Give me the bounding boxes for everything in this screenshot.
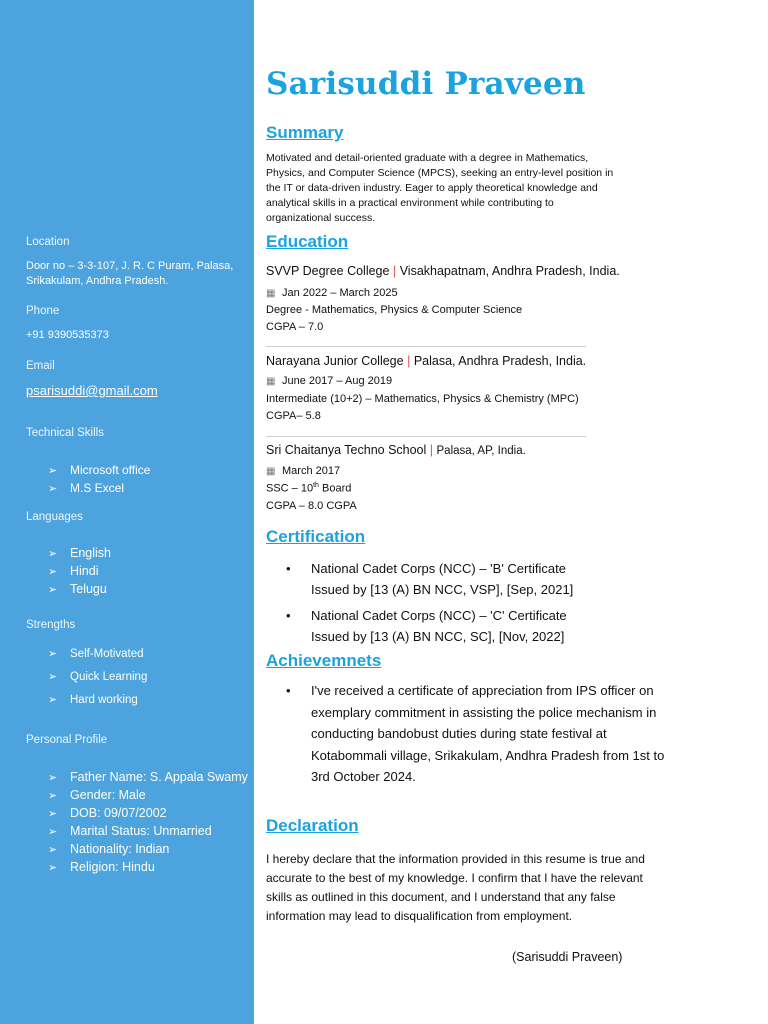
- calendar-icon: ▦: [266, 288, 276, 299]
- bullet-dot-icon: •: [286, 683, 291, 698]
- separator: |: [392, 264, 397, 278]
- education-institution: [266, 443, 526, 457]
- arrow-bullet-icon: ➢: [48, 648, 58, 660]
- achievements-list: [286, 680, 664, 788]
- education-score: CGPA– 5.8: [266, 410, 321, 422]
- skill-text: M.S Excel: [70, 481, 125, 495]
- list-item: [48, 545, 111, 563]
- arrow-bullet-icon: ➢: [48, 548, 58, 560]
- list-item: [48, 689, 147, 712]
- profile-text: Religion: Hindu: [70, 860, 155, 874]
- arrow-bullet-icon: ➢: [48, 790, 58, 802]
- declaration-heading: Declaration: [266, 816, 359, 835]
- language-text: Telugu: [70, 582, 107, 596]
- dates-text: Jan 2022 – March 2025: [282, 287, 398, 299]
- arrow-bullet-icon: ➢: [48, 808, 58, 820]
- list-item: [48, 823, 248, 841]
- profile-text: DOB: 09/07/2002: [70, 806, 167, 820]
- education-course: Degree - Mathematics, Physics & Computer Science: [266, 304, 523, 316]
- education-dates: [266, 287, 398, 299]
- dates-text: June 2017 – Aug 2019: [282, 375, 393, 387]
- list-item: [286, 558, 573, 600]
- institution-place: Palasa, AP, India.: [436, 445, 526, 457]
- summary-line: the IT or data-driven industry. Eager to apply theoretical knowledge and: [266, 182, 598, 194]
- list-item: [48, 841, 248, 859]
- arrow-bullet-icon: ➢: [48, 465, 58, 477]
- achievements-heading: Achievemnets: [266, 651, 382, 670]
- list-item: [48, 480, 150, 498]
- declaration-line: accurate to the best of my knowledge. I confirm that I have the relevant: [266, 871, 643, 885]
- email-label: Email: [26, 360, 55, 372]
- declaration-text: [266, 850, 686, 926]
- arrow-bullet-icon: ➢: [48, 584, 58, 596]
- course-text: SSC – 10: [266, 482, 314, 495]
- arrow-bullet-icon: ➢: [48, 483, 58, 495]
- arrow-bullet-icon: ➢: [48, 671, 58, 683]
- declaration-line: information may lead to disqualification from employment.: [266, 909, 573, 923]
- location-label: Location: [26, 236, 70, 248]
- strengths-label: Strengths: [26, 619, 76, 631]
- education-course: Intermediate (10+2) – Mathematics, Physics & Chemistry (MPC): [266, 393, 579, 405]
- list-item: [48, 643, 147, 666]
- personal-profile-label: Personal Profile: [26, 734, 108, 746]
- certification-heading: Certification: [266, 527, 366, 546]
- bullet-dot-icon: •: [286, 561, 291, 576]
- technical-skills-label: Technical Skills: [26, 427, 104, 439]
- separator: |: [429, 443, 434, 457]
- certification-issuer: Issued by [13 (A) BN NCC, VSP], [Sep, 2021]: [311, 582, 574, 597]
- email-link[interactable]: psarisuddi@gmail.com: [26, 383, 158, 398]
- education-dates: [266, 375, 392, 387]
- languages-list: [48, 545, 111, 599]
- separator: |: [407, 354, 411, 368]
- institution-place: Visakhapatnam, Andhra Pradesh, India.: [399, 264, 620, 278]
- institution-place: Palasa, Andhra Pradesh, India.: [413, 354, 587, 368]
- strength-text: Self-Motivated: [70, 648, 144, 660]
- achievement-line: conducting bandobust duties during state festival at: [311, 726, 607, 742]
- achievement-line: exemplary commitment in assisting the police mechanism in: [311, 704, 657, 720]
- phone-number: +91 9390535373: [26, 329, 109, 341]
- list-item: [48, 769, 248, 787]
- achievement-line: Kotabommali village, Srikakulam, Andhra Pradesh from 1st to: [311, 747, 665, 763]
- location-address: [26, 259, 246, 289]
- list-item: [286, 605, 573, 647]
- profile-text: Gender: Male: [70, 788, 146, 802]
- technical-skills-list: [48, 462, 150, 498]
- arrow-bullet-icon: ➢: [48, 862, 58, 874]
- list-item: [48, 666, 147, 689]
- sidebar: [0, 0, 254, 1024]
- education-institution: [266, 354, 586, 368]
- achievement-line: 3rd October 2024.: [311, 769, 416, 785]
- institution-name: Narayana Junior College: [266, 354, 404, 368]
- calendar-icon: ▦: [266, 466, 276, 477]
- achievement-line: I've received a certificate of appreciation from IPS officer on: [311, 683, 654, 698]
- personal-profile-list: [48, 769, 248, 877]
- divider: [266, 436, 586, 437]
- signature: (Sarisuddi Praveen): [512, 950, 623, 964]
- institution-name: Sri Chaitanya Techno School: [266, 443, 427, 457]
- language-text: English: [70, 546, 111, 560]
- location-line: Srikakulam, Andhra Pradesh.: [26, 275, 169, 287]
- list-item: [48, 805, 248, 823]
- list-item: [286, 680, 664, 788]
- arrow-bullet-icon: ➢: [48, 694, 58, 706]
- arrow-bullet-icon: ➢: [48, 826, 58, 838]
- profile-text: Marital Status: Unmarried: [70, 824, 212, 838]
- summary-line: analytical skills in a practical environment while contributing to: [266, 197, 554, 209]
- list-item: [48, 859, 248, 877]
- calendar-icon: ▦: [266, 376, 276, 387]
- summary-line: organizational success.: [266, 212, 376, 224]
- education-score: CGPA – 7.0: [266, 321, 324, 333]
- strength-text: Hard working: [70, 694, 138, 706]
- list-item: [48, 787, 248, 805]
- arrow-bullet-icon: ➢: [48, 844, 58, 856]
- profile-text: Father Name: S. Appala Swamy: [70, 770, 248, 784]
- strength-text: Quick Learning: [70, 671, 148, 683]
- languages-label: Languages: [26, 511, 83, 523]
- education-course: [266, 482, 351, 495]
- skill-text: Microsoft office: [70, 463, 151, 477]
- arrow-bullet-icon: ➢: [48, 772, 58, 784]
- divider: [266, 346, 586, 347]
- education-institution: [266, 264, 620, 278]
- education-dates: [266, 465, 340, 477]
- education-score: CGPA – 8.0 CGPA: [266, 500, 357, 512]
- strengths-list: [48, 643, 147, 712]
- location-line: Door no – 3-3-107, J. R. C Puram, Palasa,: [26, 260, 234, 272]
- certification-list: [286, 558, 573, 647]
- course-superscript: th: [313, 482, 319, 489]
- summary-heading: Summary: [266, 123, 344, 142]
- bullet-dot-icon: •: [286, 608, 291, 623]
- certification-issuer: Issued by [13 (A) BN NCC, SC], [Nov, 2022]: [311, 629, 565, 644]
- declaration-line: skills as outlined in this document, and I understand that any false: [266, 890, 616, 904]
- list-item: [48, 581, 111, 599]
- course-text: Board: [318, 482, 352, 495]
- dates-text: March 2017: [282, 465, 341, 477]
- education-heading: Education: [266, 232, 349, 251]
- certification-title: National Cadet Corps (NCC) – 'B' Certificate: [311, 561, 566, 576]
- phone-label: Phone: [26, 305, 60, 317]
- declaration-line: I hereby declare that the information provided in this resume is true and: [266, 852, 645, 866]
- profile-text: Nationality: Indian: [70, 842, 170, 856]
- institution-name: SVVP Degree College: [266, 264, 390, 278]
- list-item: [48, 462, 150, 480]
- summary-line: Physics, and Computer Science (MPCS), seeking an entry-level position in: [266, 167, 614, 179]
- language-text: Hindi: [70, 564, 99, 578]
- certification-title: National Cadet Corps (NCC) – 'C' Certificate: [311, 608, 567, 623]
- page-title: Sarisuddi Praveen: [266, 66, 586, 102]
- list-item: [48, 563, 111, 581]
- summary-line: Motivated and detail-oriented graduate with a degree in Mathematics,: [266, 152, 589, 164]
- arrow-bullet-icon: ➢: [48, 566, 58, 578]
- summary-text: [266, 151, 646, 226]
